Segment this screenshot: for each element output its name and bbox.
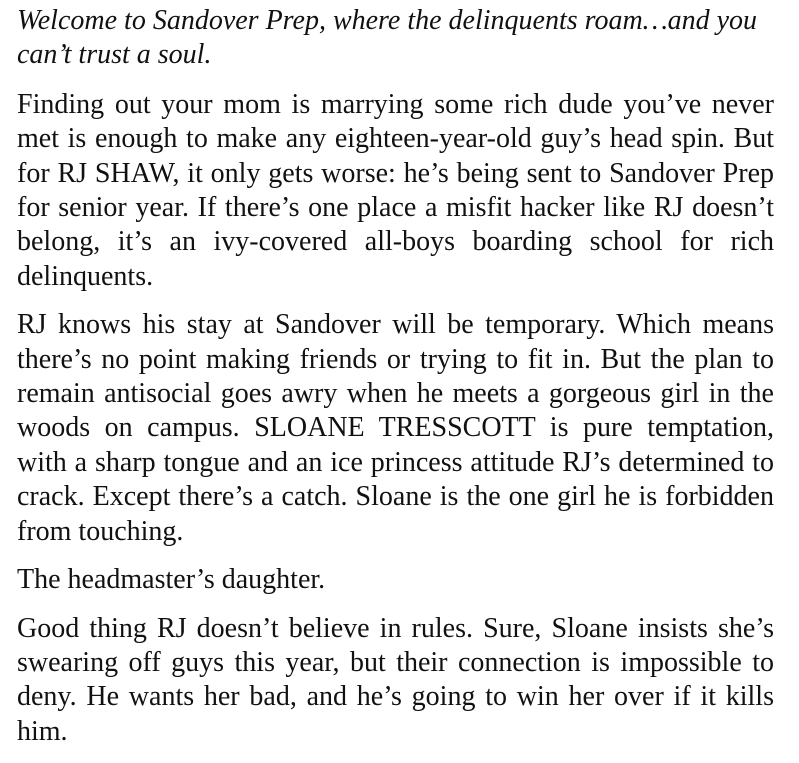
description-paragraph-3: The headmaster’s daughter. xyxy=(17,564,326,596)
description-paragraph-1: Finding out your mom is marrying some rich dude you’ve never met is enough to make any eighteen-year-old guy’s head spin. But for RJ SHAW, it only gets worse: he’s being sent to Sandover Prep for senior year. If there’s one place a misfit hacker like RJ doesn’t belong, it’s an ivy-covered all-boys boarding school for rich delinquents. xyxy=(17,88,774,292)
description-paragraph-4: Good thing RJ doesn’t believe in rules. Sure, Sloane insists she’s swearing off guys this year, but their connection is impossible to deny. He wants her bad, and he’s going to win her over if it kills him. xyxy=(17,612,774,747)
book-description xyxy=(17,4,774,763)
tagline: Welcome to Sandover Prep, where the delinquents roam…and you can’t trust a soul. xyxy=(17,5,758,71)
description-paragraph-2: RJ knows his stay at Sandover will be temporary. Which means there’s no point making friends or trying to fit in. But the plan to remain antisocial goes awry when he meets a gorgeous girl in the woods on campus. SLOANE TRESSCOTT is pure temptation, with a sharp tongue and an ice princess attitude RJ’s determined to crack. Except there’s a catch. Sloane is the one girl he is forbidden from touching. xyxy=(17,309,774,547)
cut-off-footer xyxy=(0,754,799,760)
